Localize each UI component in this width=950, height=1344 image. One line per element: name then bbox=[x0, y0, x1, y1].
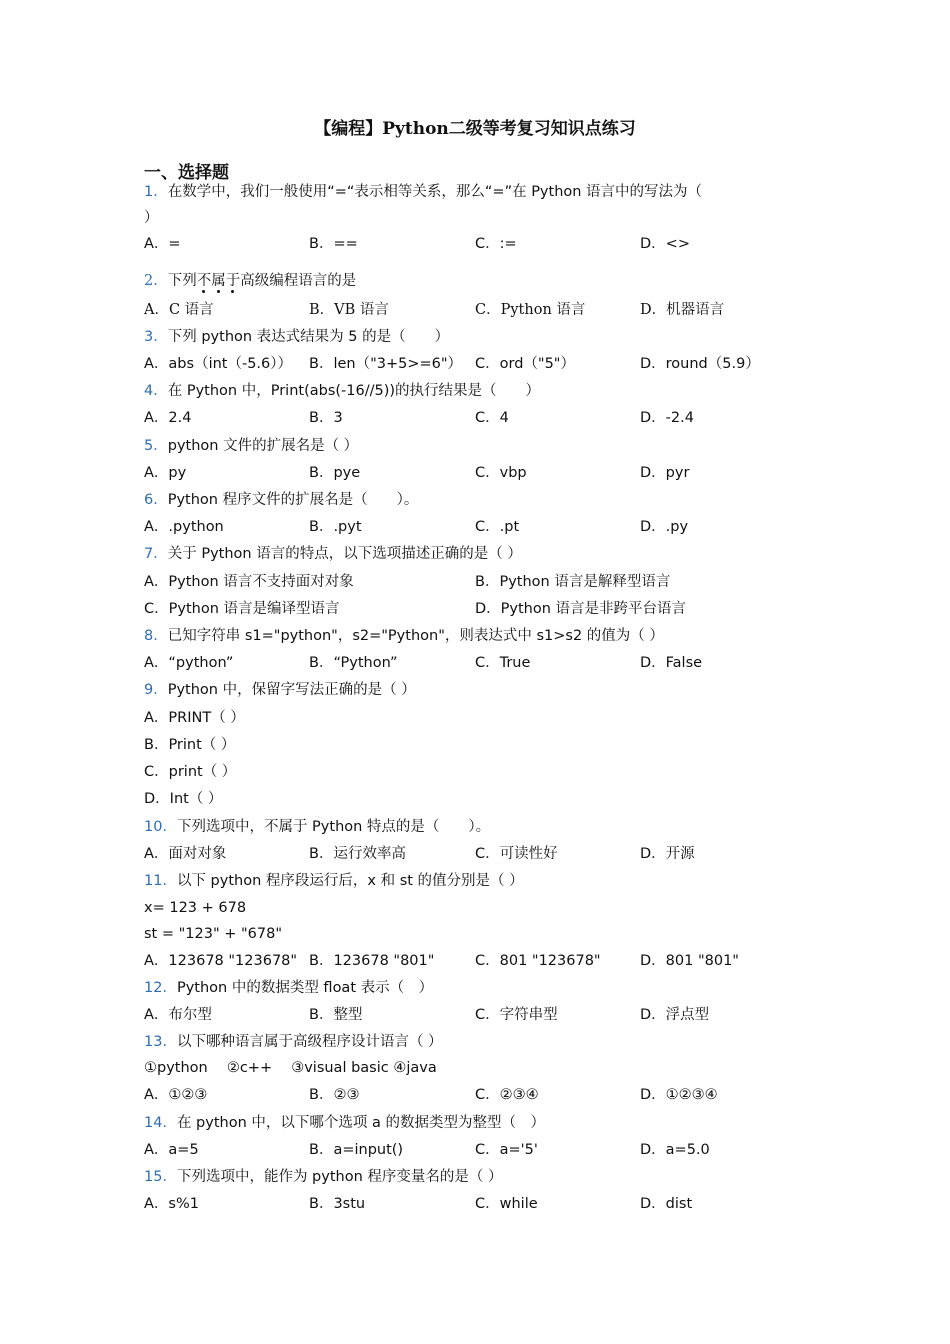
option-a: A．s%1 bbox=[144, 1196, 199, 1212]
option-c: C．Python 语言 bbox=[475, 302, 586, 318]
question-11 bbox=[144, 871, 524, 891]
option-d: D．pyr bbox=[640, 465, 690, 481]
option-a: A．面对对象 bbox=[144, 846, 227, 862]
option-a: A．PRINT（ ） bbox=[144, 710, 245, 726]
question-number: 9． bbox=[144, 682, 168, 698]
option-b: B．123678 "801" bbox=[309, 953, 435, 969]
option-b: B．整型 bbox=[309, 1007, 363, 1023]
question-1-continuation: ） bbox=[144, 210, 159, 226]
option-d: D．机器语言 bbox=[640, 302, 725, 318]
option-a: A．C 语言 bbox=[144, 302, 214, 318]
code-line: st = "123" + "678" bbox=[144, 926, 283, 942]
question-number: 4． bbox=[144, 383, 168, 399]
option-c: C．字符串型 bbox=[475, 1007, 558, 1023]
question-number: 3． bbox=[144, 329, 168, 345]
question-15 bbox=[144, 1167, 503, 1187]
emphasis-dot-char: 不 bbox=[196, 273, 212, 289]
option-d: D．.py bbox=[640, 519, 689, 535]
question-text: 在 Python 中，Print(abs(-16//5))的执行结果是（ ） bbox=[167, 383, 541, 399]
option-d: D．round（5.9） bbox=[640, 356, 760, 372]
option-c: C．可读性好 bbox=[475, 846, 558, 862]
option-c: C．.pt bbox=[475, 519, 520, 535]
question-number: 10． bbox=[144, 819, 177, 835]
question-number: 1． bbox=[144, 184, 168, 200]
option-a: A．布尔型 bbox=[144, 1007, 212, 1023]
option-c: C．ord（"5"） bbox=[475, 356, 575, 372]
section-heading: 一、选择题 bbox=[144, 163, 229, 183]
emphasis-dot-char: 于 bbox=[225, 273, 241, 289]
option-a: A．2.4 bbox=[144, 410, 192, 426]
question-number: 5． bbox=[144, 438, 168, 454]
emphasis-dot-char: 属 bbox=[211, 273, 226, 289]
option-b: B．Print（ ） bbox=[144, 737, 236, 753]
question-number: 14． bbox=[144, 1115, 177, 1131]
question-number: 12． bbox=[144, 980, 177, 996]
question-8 bbox=[144, 626, 664, 646]
option-d: D．dist bbox=[640, 1196, 693, 1212]
question-text: 以下 python 程序段运行后，x 和 st 的值分别是（ ） bbox=[176, 873, 524, 889]
question-9 bbox=[144, 680, 416, 700]
option-b: B．== bbox=[309, 236, 358, 252]
document-title: 【编程】Python二级等考复习知识点练习 bbox=[314, 119, 636, 139]
question-13 bbox=[144, 1032, 443, 1052]
question-14 bbox=[144, 1113, 545, 1133]
question-number: 7． bbox=[144, 546, 168, 562]
question-7 bbox=[144, 544, 522, 564]
option-c: C．vbp bbox=[475, 465, 527, 481]
question-1 bbox=[144, 182, 702, 202]
option-d: D．浮点型 bbox=[640, 1007, 710, 1023]
option-d: D．Int（ ） bbox=[144, 791, 223, 807]
option-c: C．True bbox=[475, 655, 531, 671]
question-number: 13． bbox=[144, 1034, 177, 1050]
option-c: C．801 "123678" bbox=[475, 953, 601, 969]
question-10 bbox=[144, 817, 490, 837]
question-number: 11． bbox=[144, 873, 177, 889]
option-d: D．False bbox=[640, 655, 703, 671]
option-d: D．①②③④ bbox=[640, 1087, 718, 1103]
question-number: 2． bbox=[144, 273, 168, 289]
question-text: Python 程序文件的扩展名是（ ）。 bbox=[167, 492, 419, 508]
option-d: D．Python 语言是非跨平台语言 bbox=[475, 601, 687, 617]
option-c: C．while bbox=[475, 1196, 538, 1212]
option-b: B．运行效率高 bbox=[309, 846, 406, 862]
option-d: D．a=5.0 bbox=[640, 1142, 710, 1158]
option-d: D．<> bbox=[640, 236, 690, 252]
question-text: 下列选项中，不属于 Python 特点的是（ ）。 bbox=[176, 819, 491, 835]
option-a: A．a=5 bbox=[144, 1142, 199, 1158]
option-b: B．3 bbox=[309, 410, 343, 426]
question-text: Python 中，保留字写法正确的是（ ） bbox=[167, 682, 416, 698]
option-a: A．123678 "123678" bbox=[144, 953, 298, 969]
question-text: Python 中的数据类型 float 表示（ ） bbox=[176, 980, 434, 996]
option-b: B．Python 语言是解释型语言 bbox=[475, 574, 671, 590]
option-a: A．.python bbox=[144, 519, 224, 535]
question-number: 8． bbox=[144, 628, 168, 644]
option-b: B．a=input() bbox=[309, 1142, 404, 1158]
question-text: 在 python 中，以下哪个选项 a 的数据类型为整型（ ） bbox=[176, 1115, 545, 1131]
option-d: D．-2.4 bbox=[640, 410, 694, 426]
question-5 bbox=[144, 436, 358, 456]
question-text: 已知字符串 s1="python"，s2="Python"，则表达式中 s1>s2 的值为（ ） bbox=[167, 628, 664, 644]
option-b: B．pye bbox=[309, 465, 361, 481]
option-a: A．abs（int（-5.6）） bbox=[144, 356, 293, 372]
question-text: 下列选项中，能作为 python 程序变量名的是（ ） bbox=[176, 1169, 503, 1185]
option-a: A．Python 语言不支持面对对象 bbox=[144, 574, 354, 590]
question-text: 以下哪种语言属于高级程序设计语言（ ） bbox=[176, 1034, 443, 1050]
question-4 bbox=[144, 381, 540, 401]
option-b: B．“Python” bbox=[309, 655, 398, 671]
option-b: B．3stu bbox=[309, 1196, 366, 1212]
option-a: A．= bbox=[144, 236, 181, 252]
question-2 bbox=[144, 271, 356, 291]
question-text: 下列 bbox=[167, 273, 197, 289]
option-a: A．①②③ bbox=[144, 1087, 208, 1103]
option-c: C．4 bbox=[475, 410, 509, 426]
option-b: B．.pyt bbox=[309, 519, 362, 535]
option-c: C．②③④ bbox=[475, 1087, 539, 1103]
option-c: C．Python 语言是编译型语言 bbox=[144, 601, 340, 617]
question-text: 在数学中，我们一般使用“=“表示相等关系，那么“=”在 Python 语言中的写法为（ bbox=[167, 184, 703, 200]
option-c: C．print（ ） bbox=[144, 764, 237, 780]
question-text: 高级编程语言的是 bbox=[240, 273, 357, 289]
option-b: B．②③ bbox=[309, 1087, 360, 1103]
question-number: 15． bbox=[144, 1169, 177, 1185]
question-text: 关于 Python 语言的特点，以下选项描述正确的是（ ） bbox=[167, 546, 522, 562]
option-b: B．len（"3+5>=6"） bbox=[309, 356, 463, 372]
question-3 bbox=[144, 327, 449, 347]
option-c: C．a='5' bbox=[475, 1142, 538, 1158]
question-text: 下列 python 表达式结果为 5 的是（ ） bbox=[167, 329, 450, 345]
question-12 bbox=[144, 978, 433, 998]
code-line: x= 123 + 678 bbox=[144, 900, 247, 916]
question-text: python 文件的扩展名是（ ） bbox=[167, 438, 359, 454]
option-c: C．:= bbox=[475, 236, 517, 252]
option-a: A．“python” bbox=[144, 655, 234, 671]
option-d: D．801 "801" bbox=[640, 953, 739, 969]
question-6 bbox=[144, 490, 418, 510]
question-number: 6． bbox=[144, 492, 168, 508]
option-b: B．VB 语言 bbox=[309, 302, 389, 318]
question-13-choices: ①python ②c++ ③visual basic ④java bbox=[144, 1060, 437, 1076]
option-d: D．开源 bbox=[640, 846, 695, 862]
option-a: A．py bbox=[144, 465, 187, 481]
